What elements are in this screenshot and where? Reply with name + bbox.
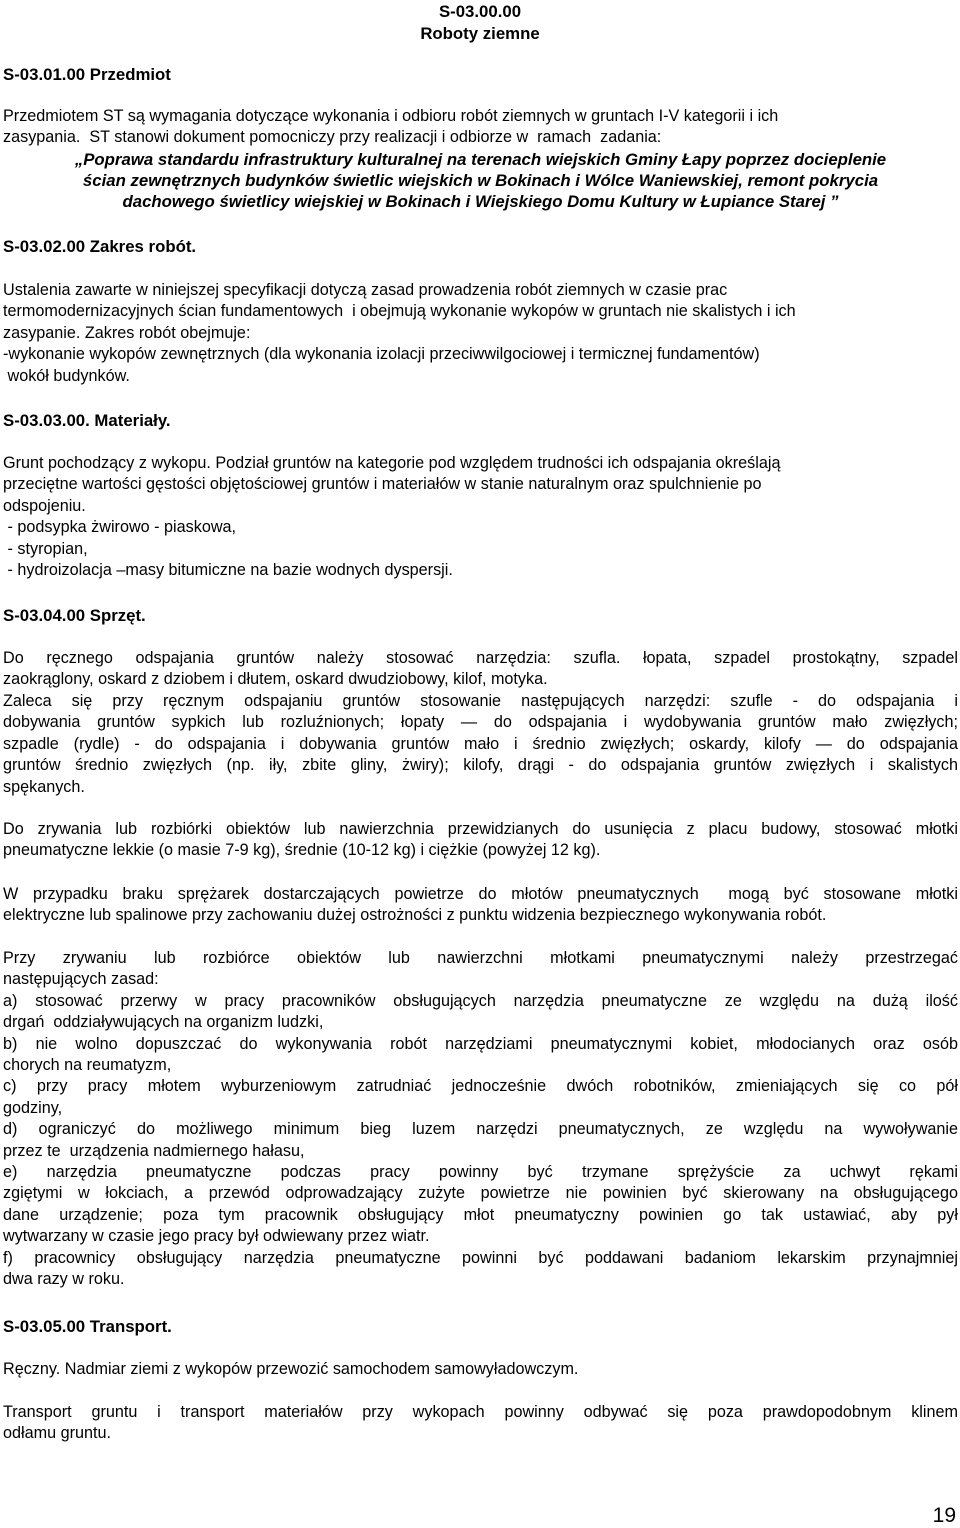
list-item: c) przy pracy młotem wyburzeniowym zatrudniać jednocześnie dwóch robotników, zmieniających się co pół — [3, 1077, 958, 1096]
sprzet-paragraph-2 — [3, 691, 958, 798]
section-title-przedmiot: S-03.01.00 Przedmiot — [3, 65, 171, 84]
text-line: odłamu gruntu. — [3, 1424, 111, 1443]
sprzet-paragraph-5 — [3, 948, 958, 1291]
project-title-line: ścian zewnętrznych budynków świetlic wiejskich w Bokinach i Wólce Waniewskiej, remont pokrycia — [82, 171, 879, 191]
document-header — [390, 1, 570, 45]
text-line: Ręczny. Nadmiar ziemi z wykopów przewozić samochodem samowyładowczym. — [3, 1360, 579, 1378]
text-line: Ustalenia zawarte w niniejszej specyfikacji dotyczą zasad prowadzenia robót ziemnych w czasie prac — [3, 281, 728, 299]
text-line: zasypanie. Zakres robót obejmuje: — [3, 323, 251, 342]
project-title-line: „Poprawa standardu infrastruktury kulturalnej na terenach wiejskich Gminy Łapy poprzez docieplenie — [74, 149, 887, 169]
list-item: - hydroizolacja –masy bitumiczne na bazie wodnych dyspersji. — [3, 561, 453, 580]
section-body-przedmiot — [3, 106, 958, 212]
text-line: -wykonanie wykopów zewnętrznych (dla wykonania izolacji przeciwwilgociowej i termicznej fundamentów) — [3, 345, 760, 364]
list-item: a) stosować przerwy w pracy pracowników obsługujących narzędzia pneumatyczne ze względu na dużą ilość — [3, 991, 958, 1010]
sprzet-paragraph-1 — [3, 648, 958, 691]
transport-paragraph-2 — [3, 1402, 958, 1445]
text-line: dane urządzenie; poza tym pracownik obsługujący młot pneumatyczny powinien go tak ustawiać, aby pył — [3, 1205, 958, 1224]
text-line: zgiętymi w łokciach, a przewód odprowadzający zużyte powietrze nie powinien być skierowany na obsługującego — [3, 1184, 958, 1203]
list-item: b) nie wolno dopuszczać do wykonywania robót narzędziami pneumatycznymi kobiet, młodocianych oraz osób — [3, 1034, 958, 1053]
section-title-transport: S-03.05.00 Transport. — [3, 1317, 172, 1336]
section-body-zakres — [3, 280, 958, 387]
text-line: pneumatyczne lekkie (o masie 7-9 kg), średnie (10-12 kg) i ciężkie (powyżej 12 kg). — [3, 841, 601, 860]
text-line: elektryczne lub spalinowe przy zachowaniu dużej ostrożności z punktu widzenia bezpiecznego wykonywania robót. — [3, 906, 827, 925]
text-line: zasypania. ST stanowi dokument pomocniczy przy realizacji i odbiorze w ramach zadania: — [3, 128, 662, 147]
text-line: Grunt pochodzący z wykopu. Podział gruntów na kategorie pod względem trudności ich odspajania określają — [3, 454, 781, 472]
text-line: dobywania gruntów sypkich lub rozluźnionych; łopaty — do odspajania i wydobywania gruntów mało zwięzłych; — [3, 713, 958, 732]
sprzet-paragraph-4 — [3, 884, 958, 927]
text-line: zaokrąglony, oskard z dziobem i dłutem, oskard dwudziobowy, kilof, motyka. — [3, 670, 548, 689]
header-code: S-03.00.00 — [438, 2, 522, 21]
text-line: Przedmiotem ST są wymagania dotyczące wykonania i odbioru robót ziemnych w gruntach I-V kategorii i ich — [3, 107, 779, 125]
text-line: godziny, — [3, 1098, 63, 1117]
header-title: Roboty ziemne — [420, 24, 540, 43]
text-line: Transport gruntu i transport materiałów przy wykopach powinny odbywać się poza prawdopodobnym klinem — [3, 1403, 958, 1421]
text-line: przez te urządzenia nadmiernego hałasu, — [3, 1141, 305, 1160]
sprzet-paragraph-3 — [3, 819, 958, 862]
text-line: spękanych. — [3, 777, 85, 796]
list-item: - podsypka żwirowo - piaskowa, — [3, 518, 237, 537]
list-item: f) pracownicy obsługujący narzędzia pneumatyczne powinni być poddawani badaniom lekarskim przynajmniej — [3, 1248, 958, 1267]
text-line: Przy zrywaniu lub rozbiórce obiektów lub nawierzchni młotkami pneumatycznymi należy przestrzegać — [3, 949, 958, 967]
section-body-materialy — [3, 453, 958, 581]
section-title-sprzet: S-03.04.00 Sprzęt. — [3, 606, 146, 625]
text-line: wytwarzany w czasie jego pracy był odwiewany przez wiatr. — [3, 1227, 430, 1246]
list-item: d) ograniczyć do możliwego minimum bieg luzem narzędzi pneumatycznych, ze względu na wywoływanie — [3, 1120, 958, 1139]
text-line: następujących zasad: — [3, 970, 159, 989]
text-line: szpadle (rydle) - do odspajania i dobywania gruntów mało i średnio zwięzłych; oskardy, kilofy — do odspajania — [3, 734, 958, 753]
text-line: drgań oddziaływujących na organizm ludzki, — [3, 1013, 324, 1032]
text-line: Do ręcznego odspajania gruntów należy stosować narzędzia: szufla. łopata, szpadel prostokątny, szpadel — [3, 649, 958, 667]
transport-paragraph-1 — [3, 1359, 958, 1380]
page-number: 19 — [932, 1504, 956, 1527]
section-title-zakres: S-03.02.00 Zakres robót. — [3, 237, 197, 256]
text-line: W przypadku braku sprężarek dostarczających powietrze do młotów pneumatycznych mogą być stosowane młotki — [3, 885, 958, 903]
text-line: wokół budynków. — [3, 366, 130, 385]
text-line: przeciętne wartości gęstości objętościowej gruntów i materiałów w stanie naturalnym oraz spulchnienie po — [3, 475, 762, 494]
text-line: termomodernizacyjnych ścian fundamentowych i obejmują wykonanie wykopów w gruntach nie skalistych i ich — [3, 302, 796, 321]
project-title-line: dachowego świetlicy wiejskiej w Bokinach i Wiejskiego Domu Kultury w Łupiance Starej ” — [122, 192, 839, 212]
text-line: gruntów średnio zwięzłych (np. iły, zbite gliny, żwiry); kilofy, drągi - do odspajania gruntów zwięzłych i skalistych — [3, 756, 958, 775]
text-line: dwa razy w roku. — [3, 1270, 125, 1289]
text-line: chorych na reumatyzm, — [3, 1056, 172, 1075]
text-line: Do zrywania lub rozbiórki obiektów lub nawierzchnia przewidzianych do usunięcia z placu budowy, stosować młotki — [3, 820, 958, 838]
text-line: odspojeniu. — [3, 496, 86, 515]
text-line: Zaleca się przy ręcznym odspajaniu gruntów stosowanie następujących narzędzi: szufle - do odspajania i — [3, 692, 958, 710]
list-item: - styropian, — [3, 539, 88, 558]
list-item: e) narzędzia pneumatyczne podczas pracy powinny być trzymane sprężyście za uchwyt rękami — [3, 1163, 958, 1182]
section-title-materialy: S-03.03.00. Materiały. — [3, 411, 171, 430]
